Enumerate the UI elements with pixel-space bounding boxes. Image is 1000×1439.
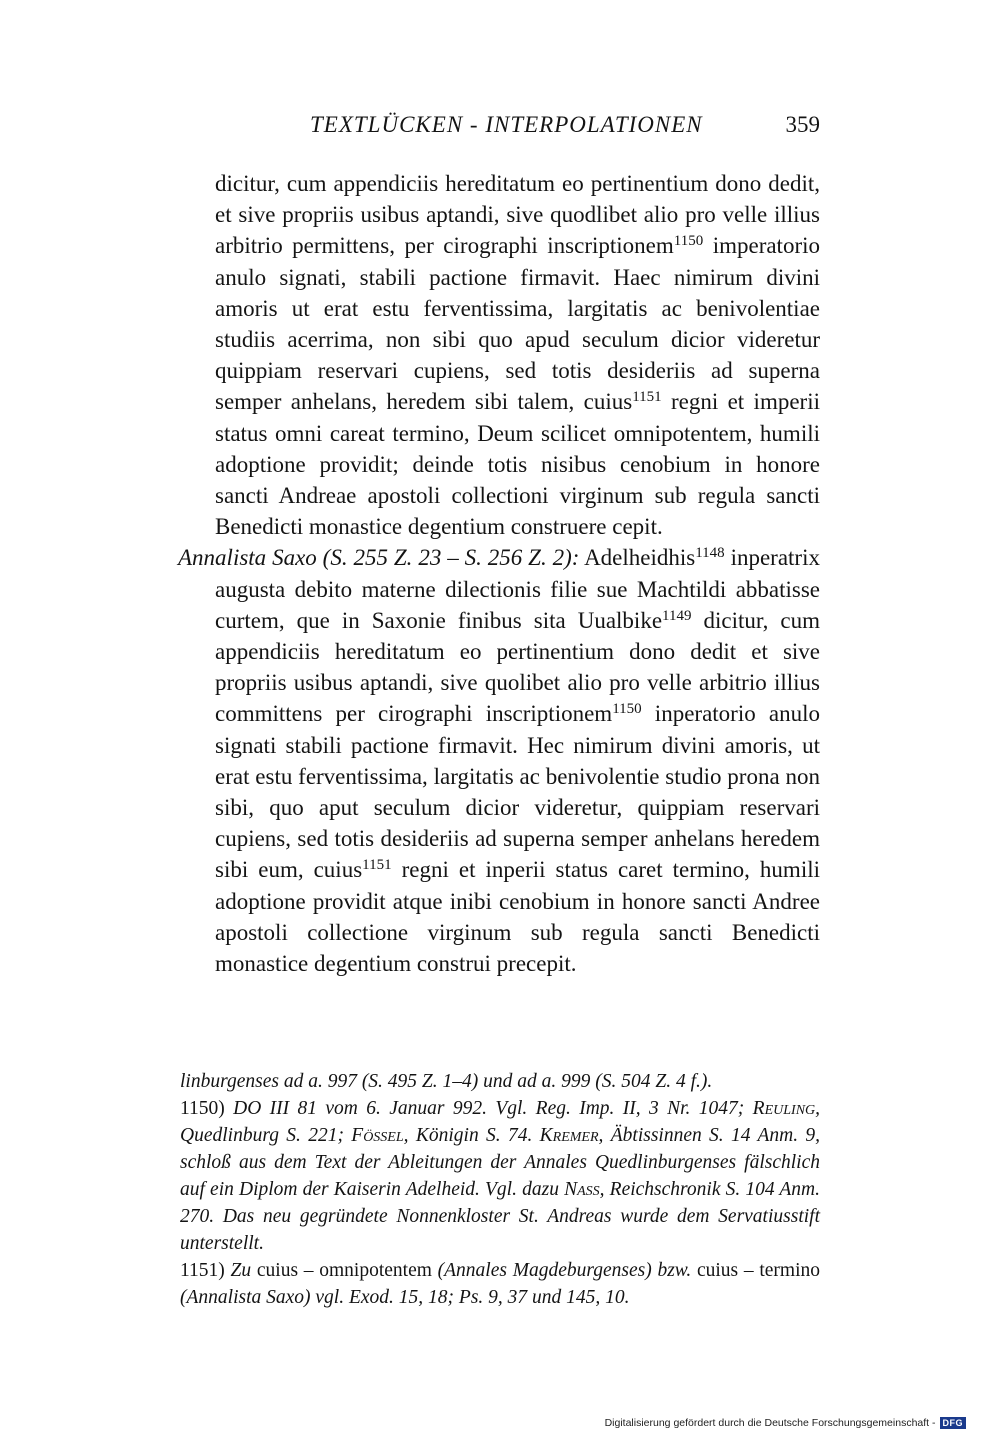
footnote-1150 bbox=[180, 1095, 820, 1257]
page-number: 359 bbox=[785, 112, 820, 137]
footnote-number: 1150) bbox=[180, 1098, 225, 1119]
footnote-number: 1151) bbox=[180, 1260, 225, 1281]
text-run: dicitur, cum appendiciis hereditatum eo pertinentium dono dedit et sive propriis usibus aptandi, sive quolibet alio pro velle arbitrio illius committens per cirographi inscriptionem bbox=[215, 607, 820, 727]
footnote-continuation bbox=[180, 1068, 820, 1095]
footnote-text: Zu bbox=[230, 1260, 252, 1281]
footnote-text: , Quedlinburg S. 221; bbox=[180, 1098, 821, 1146]
footnote-text: cuius – omnipotentem bbox=[251, 1260, 438, 1281]
quoted-paragraph-annales bbox=[215, 168, 820, 542]
running-head: TEXTLÜCKEN - INTERPOLATIONEN bbox=[310, 112, 703, 137]
text-run: dicitur, cum appendiciis hereditatum eo pertinentium dono dedit, et sive propriis usibus aptandi, sive quodlibet alio pro velle illius arbitrio permittens, per cirographi inscriptionem bbox=[215, 171, 820, 259]
footnote-ref: 1151 bbox=[632, 389, 662, 406]
footnote-text: linburgenses ad a. 997 (S. 495 Z. 1–4) und ad a. 999 (S. 504 Z. 4 f.). bbox=[180, 1071, 713, 1092]
author-name: Reuling bbox=[752, 1098, 816, 1119]
footnote-text: cuius – termino bbox=[691, 1260, 820, 1281]
footnote-ref: 1151 bbox=[362, 857, 392, 874]
page-header bbox=[180, 112, 820, 146]
footnotes bbox=[180, 1068, 820, 1311]
footnote-text: , Reichschronik S. 104 Anm. 270. Das neu gegründete Nonnenkloster St. Andreas wurde dem Servatiusstift unterstellt. bbox=[180, 1179, 821, 1254]
footnote-text: , Äbtissinnen S. 14 Anm. 9, schloß aus dem Text der Ableitungen der Annales Quedlinburgenses fälschlich auf ein Diplom der Kaiserin Adelheid. Vgl. dazu bbox=[180, 1125, 821, 1200]
source-reference: Annalista Saxo (S. 255 Z. 23 – S. 256 Z. 2): bbox=[178, 545, 580, 571]
footnote-ref: 1148 bbox=[695, 545, 725, 562]
footnote-text: DO III 81 vom 6. Januar 992. Vgl. Reg. Imp. II, 3 Nr. 1047; bbox=[233, 1098, 745, 1119]
text-run: Adelheidhis bbox=[579, 545, 696, 571]
digitization-credit bbox=[605, 1417, 966, 1429]
author-name: Kremer bbox=[539, 1125, 599, 1146]
footnote-ref: 1150 bbox=[612, 701, 642, 718]
credit-text: Digitalisierung gefördert durch die Deutsche Forschungsgemeinschaft - bbox=[604, 1417, 936, 1429]
footnote-text: (Annalista Saxo) vgl. Exod. 15, 18; Ps. 9, 37 und 145, 10. bbox=[180, 1287, 630, 1308]
footnote-text: (Annales Magdeburgenses) bzw. bbox=[437, 1260, 692, 1281]
author-name: Fössel bbox=[351, 1125, 404, 1146]
footnote-1151 bbox=[180, 1257, 820, 1311]
main-text bbox=[178, 168, 820, 979]
footnote-ref: 1149 bbox=[662, 607, 692, 624]
footnote-text: , Königin S. 74. bbox=[403, 1125, 533, 1146]
text-run: inperatorio anulo signati stabili pactione firmavit. Hec nimirum divini amoris, ut erat estu ferventissima, largitatis ac benivolentie studio prona non sibi, quo aput seculum dicior videretur, quippiam reservari cupiens, sed totis desideriis ad superna semper anhelans heredem sibi eum, cuius bbox=[215, 701, 820, 883]
quoted-paragraph-annalista bbox=[178, 542, 820, 979]
author-name: Nass bbox=[564, 1179, 600, 1200]
text-run: imperatorio anulo signati, stabili pactione firmavit. Haec nimirum divini amoris ut erat estu ferventissima, largitatis ac benivolentiae studiis acerrima, non sibi quo apud seculum dicior videretur quippiam reservari cupiens, sed totis desideriis ad superna semper anhelans, heredem sibi talem, cuius bbox=[215, 233, 820, 415]
text-run: inperatrix augusta debito materne dilectionis filie sue Machtildi abbatisse curtem, que in Saxonie finibus sita Uualbike bbox=[215, 545, 820, 633]
dfg-logo-icon: DFG bbox=[940, 1417, 967, 1429]
text-run: regni et imperii status omni careat termino, Deum scilicet omnipotentem, humili adoptione providit; deinde totis nisibus cenobium in honore sancti Andreae apostoli collectioni virginum sub regula sancti Benedicti monastice degentium construere cepit. bbox=[215, 389, 820, 540]
text-run: regni et inperii status caret termino, humili adoptione providit atque inibi cenobium in honore sancti Andree apostoli collectione virginum sub regula sancti Benedicti monastice degentium construi precepit. bbox=[215, 857, 820, 977]
footnote-ref: 1150 bbox=[673, 233, 704, 250]
